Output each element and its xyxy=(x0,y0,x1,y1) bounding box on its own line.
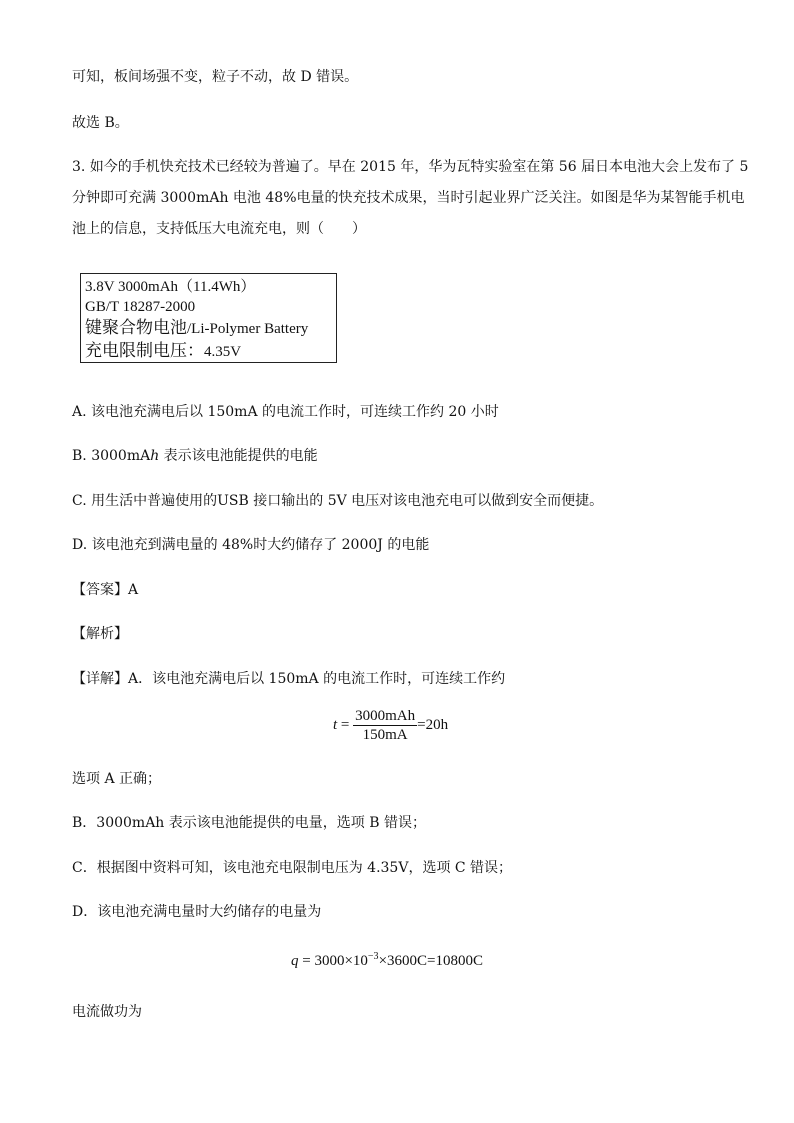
battery-type-line xyxy=(85,317,336,340)
battery-voltage-line xyxy=(85,340,336,363)
text-line-conclusion-d: 可知，板间场强不变，粒子不动，故 D 错误。 xyxy=(72,69,359,85)
question-3-line-3: 池上的信息，支持低压大电流充电，则（ ） xyxy=(72,221,366,237)
battery-voltage-value: 4.35V xyxy=(204,344,242,360)
formula-time-var: t xyxy=(333,716,338,733)
option-d: D. 该电池充到满电量的 48%时大约储存了 2000J 的电能 xyxy=(72,537,430,553)
formula-time-numerator: 3000mAh xyxy=(355,708,416,724)
formula-time-result: =20h xyxy=(417,716,449,733)
formula-time-eq: = xyxy=(337,716,354,733)
detail-c: C．根据图中资料可知，该电池充电限制电压为 4.35V，选项 C 错误； xyxy=(72,860,513,876)
formula-charge-rest: ×3600C=10800C xyxy=(378,953,483,969)
battery-voltage-label: 充电限制电压： xyxy=(85,341,204,360)
answer-label: 【答案】 xyxy=(72,582,128,598)
battery-type-cn: 键聚合物电池 xyxy=(85,318,187,337)
formula-charge-exponent: −3 xyxy=(367,951,379,962)
answer-value: A xyxy=(128,582,139,598)
battery-spec-line: 3.8V 3000mAh（11.4Wh） xyxy=(85,279,256,295)
detail-b: B．3000mAh 表示该电池能提供的电量，选项 B 错误； xyxy=(72,815,426,831)
detail-d: D．该电池充满电量时大约储存的电量为 xyxy=(72,904,322,920)
formula-charge-var: q xyxy=(291,953,299,969)
question-3-line-1: 3. 如今的手机快充技术已经较为普遍了。早在 2015 年，华为瓦特实验室在第 56 届日本电池大会上发布了 5 xyxy=(72,159,749,175)
question-3-line-2: 分钟即可充满 3000mAh 电池 48%电量的快充技术成果，当时引起业界广泛关注。如图是华为某智能手机电 xyxy=(72,190,745,206)
detail-a-conclusion: 选项 A 正确； xyxy=(72,771,162,787)
battery-type-en: /Li-Polymer Battery xyxy=(187,321,309,337)
formula-charge xyxy=(291,951,483,970)
formula-time-fraction xyxy=(353,707,417,744)
formula-charge-eq: = 3000×10 xyxy=(298,953,368,969)
detail-intro: 【详解】A．该电池充满电后以 150mA 的电流工作时，可连续工作约 xyxy=(72,671,506,687)
option-a: A. 该电池充满电后以 150mA 的电流工作时，可连续工作约 20 小时 xyxy=(72,404,499,420)
option-b xyxy=(72,447,318,465)
formula-time-denominator: 150mA xyxy=(362,727,408,743)
answer-line xyxy=(72,581,138,599)
option-b-prefix: B. 3000mA xyxy=(72,448,151,464)
text-line-choose-b: 故选 B。 xyxy=(72,115,129,131)
formula-time xyxy=(333,707,448,744)
battery-label-figure xyxy=(80,273,337,363)
analysis-label: 【解析】 xyxy=(72,626,128,642)
option-b-italic-h: h xyxy=(150,448,160,464)
detail-work-intro: 电流做功为 xyxy=(72,1004,142,1020)
option-c: C. 用生活中普遍使用的USB 接口输出的 5V 电压对该电池充电可以做到安全而便捷。 xyxy=(72,493,604,509)
battery-standard-line: GB/T 18287-2000 xyxy=(85,299,196,315)
option-b-suffix: 表示该电池能提供的电能 xyxy=(159,448,318,464)
